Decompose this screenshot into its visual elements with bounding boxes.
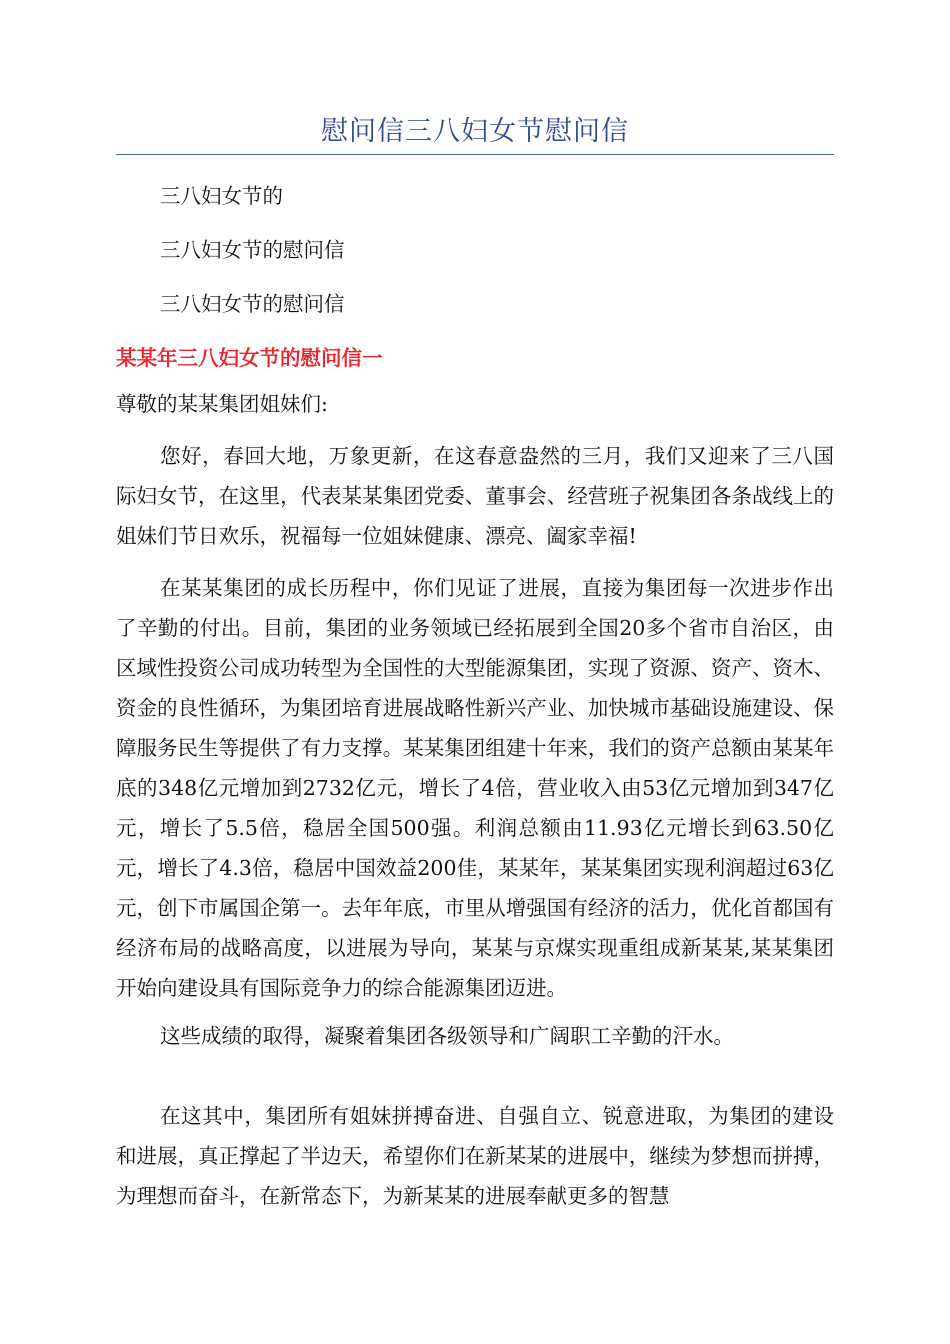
title-underline [116,154,834,155]
paragraph-greeting: 您好，春回大地，万象更新，在这春意盎然的三月，我们又迎来了三八国际妇女节，在这里，代表某某集团党委、董事会、经营班子祝集团各条战线上的姐妹们节日欢乐，祝福每一位姐妹健康、漂亮、阖家幸福! [116,444,834,548]
paragraph-wishes: 在这其中，集团所有姐妹拼搏奋进、自强自立、锐意进取，为集团的建设和进展，真正撑起了半边天，希望你们在新某某的进展中，继续为梦想而拼搏，为理想而奋斗，在新常态下，为新某某的进展奉献更多的智慧 [116,1104,834,1208]
intro-line-1: 三八妇女节的 [160,184,283,208]
salutation: 尊敬的某某集团姐妹们: [116,392,328,416]
paragraph-credit: 这些成绩的取得，凝聚着集团各级领导和广阔职工辛勤的汗水。 [160,1024,734,1048]
intro-line-3: 三八妇女节的慰问信 [160,292,345,316]
document-title: 慰问信三八妇女节慰问信 [321,116,629,147]
intro-line-2: 三八妇女节的慰问信 [160,238,345,262]
paragraph-achievements: 在某某集团的成长历程中，你们见证了进展，直接为集团每一次进步作出了辛勤的付出。目前，集团的业务领域已经拓展到全国20多个省市自治区，由区域性投资公司成功转型为全国性的大型能源集团，实现了资源、资产、资木、资金的良性循环，为集团培育进展战略性新兴产业、加快城市基础设施建设、保障服务民生等提供了有力支撑。某某集团组建十年来，我们的资产总额由某某年底的348亿元增加到2732亿元，增长了4倍，营业收入由53亿元增加到347亿元，增长了5.5倍，稳居全国500强。利润总额由11.93亿元增长到63.50亿元，增长了4.3倍，稳居中国效益200佳，某某年，某某集团实现利润超过63亿元，创下市属国企第一。去年年底，市里从增强国有经济的活力，优化首都国有经济布局的战略高度，以进展为导向，某某与京煤实现重组成新某某,某某集团开始向建设具有国际竞争力的综合能源集团迈进。 [116,576,834,1000]
section-heading: 某某年三八妇女节的慰问信一 [116,346,383,370]
